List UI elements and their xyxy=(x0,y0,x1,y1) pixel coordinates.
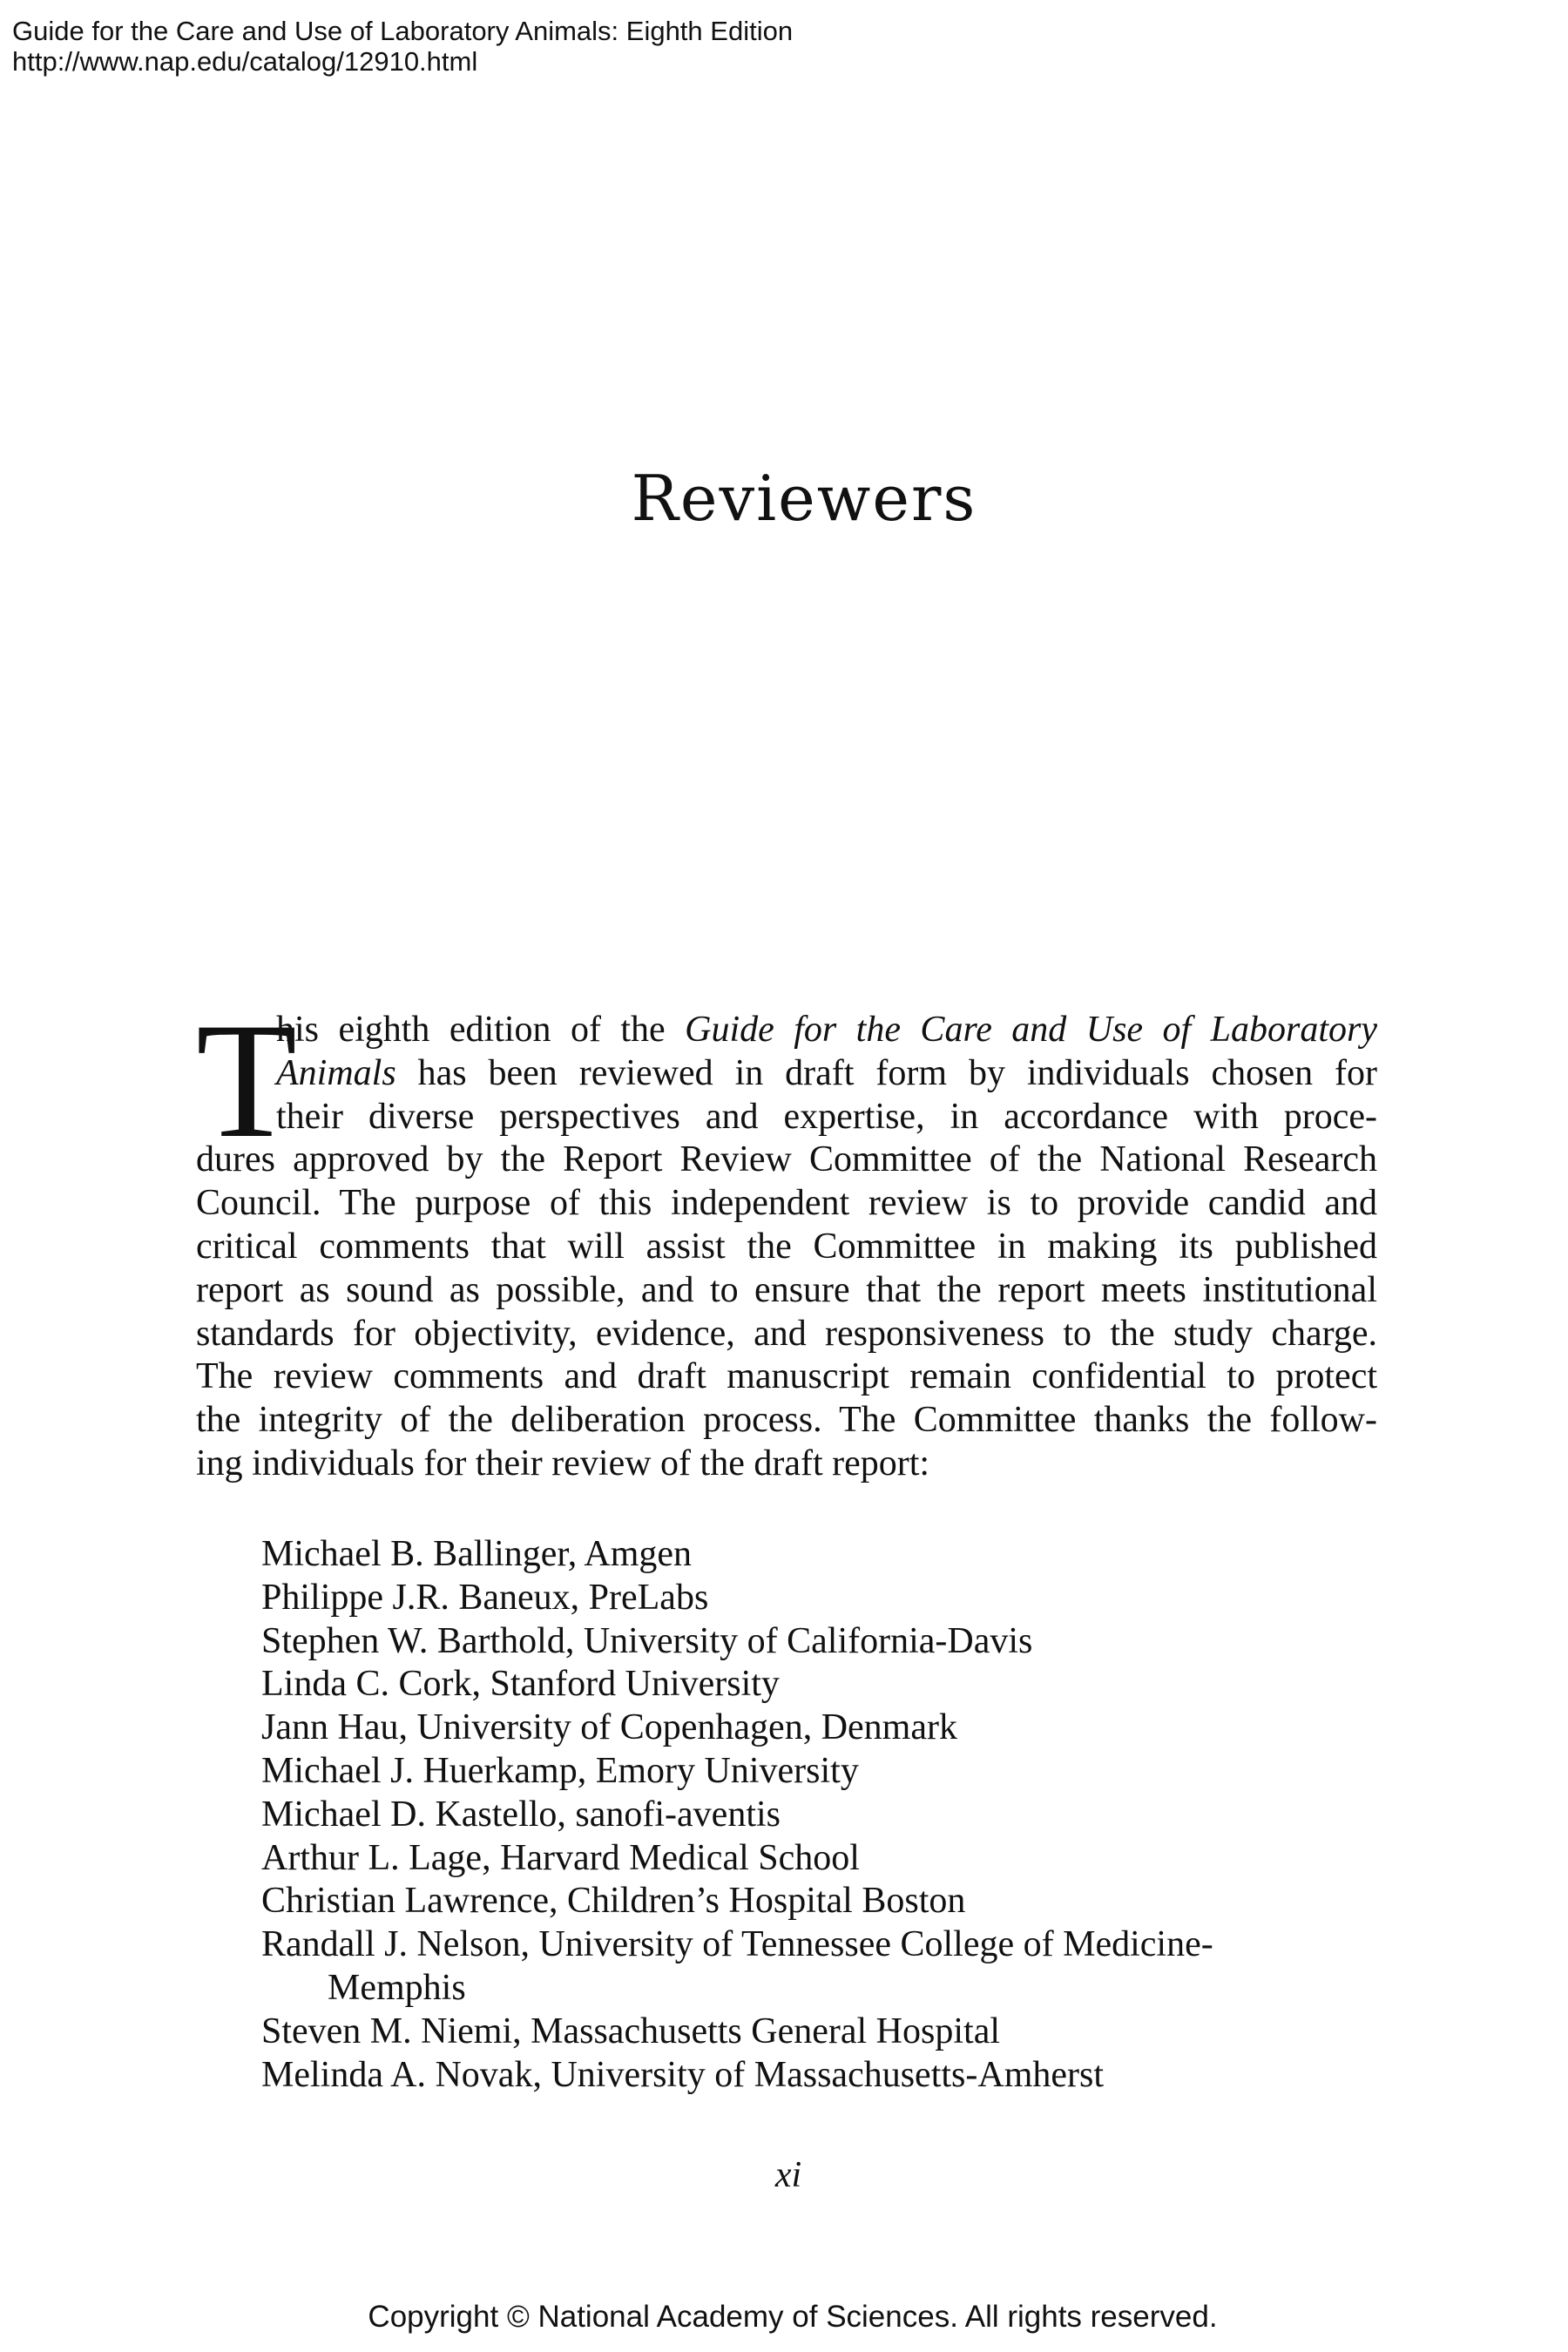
reviewer-item: Philippe J.R. Baneux, PreLabs xyxy=(261,1577,709,1618)
intro-line: The review comments and draft manuscript remain confidential to protect xyxy=(196,1356,1377,1397)
reviewer-item: Melinda A. Novak, University of Massachusetts-Amherst xyxy=(261,2054,1105,2095)
document-header xyxy=(12,16,793,77)
header-title: Guide for the Care and Use of Laboratory Animals: Eighth Edition xyxy=(12,16,794,46)
reviewer-item: Michael B. Ballinger, Amgen xyxy=(261,1534,693,1574)
reviewer-item: Jann Hau, University of Copenhagen, Denmark xyxy=(261,1707,957,1748)
reviewer-item-continuation: Memphis xyxy=(328,1967,466,2008)
intro-line: ing individuals for their review of the draft report: xyxy=(196,1443,930,1484)
copyright-footer: Copyright © National Academy of Sciences. All rights reserved. xyxy=(368,2300,1218,2334)
reviewer-item: Michael J. Huerkamp, Emory University xyxy=(261,1750,859,1791)
reviewer-item: Stephen W. Barthold, University of California-Davis xyxy=(261,1620,1033,1661)
intro-line: Animals has been reviewed in draft form by individuals chosen for xyxy=(276,1052,1377,1093)
intro-line: report as sound as possible, and to ensure that the report meets institutional xyxy=(196,1269,1377,1310)
page-number: xi xyxy=(774,2155,802,2195)
reviewer-item: Linda C. Cork, Stanford University xyxy=(261,1664,780,1705)
intro-line: the integrity of the deliberation process. The Committee thanks the follow- xyxy=(196,1400,1377,1441)
guide-title-italic: Guide for the Care and Use of Laboratory xyxy=(685,1010,1377,1050)
reviewer-item: Arthur L. Lage, Harvard Medical School xyxy=(261,1837,860,1878)
intro-line: Council. The purpose of this independent review is to provide candid and xyxy=(196,1183,1377,1224)
intro-line: his eighth edition of the Guide for the Care and Use of Laboratory xyxy=(276,1010,1377,1050)
intro-line: their diverse perspectives and expertise, in accordance with proce- xyxy=(276,1096,1377,1137)
intro-line: dures approved by the Report Review Committee of the National Research xyxy=(196,1139,1377,1180)
reviewer-item: Randall J. Nelson, University of Tennessee College of Medicine- xyxy=(261,1924,1213,1965)
intro-line: critical comments that will assist the Committee in making its published xyxy=(196,1226,1377,1267)
intro-line: standards for objectivity, evidence, and responsiveness to the study charge. xyxy=(196,1313,1377,1354)
page-title: Reviewers xyxy=(631,462,977,536)
intro-paragraph xyxy=(196,990,1377,1486)
guide-title-italic: Animals xyxy=(276,1052,396,1093)
reviewer-item: Christian Lawrence, Children’s Hospital Boston xyxy=(261,1881,966,1922)
reviewer-item: Steven M. Niemi, Massachusetts General Hospital xyxy=(261,2011,1000,2051)
drop-cap: T xyxy=(196,990,298,1173)
header-url[interactable]: http://www.nap.edu/catalog/12910.html xyxy=(12,46,478,77)
reviewer-list xyxy=(261,1533,1394,2097)
reviewer-item: Michael D. Kastello, sanofi-aventis xyxy=(261,1794,781,1835)
